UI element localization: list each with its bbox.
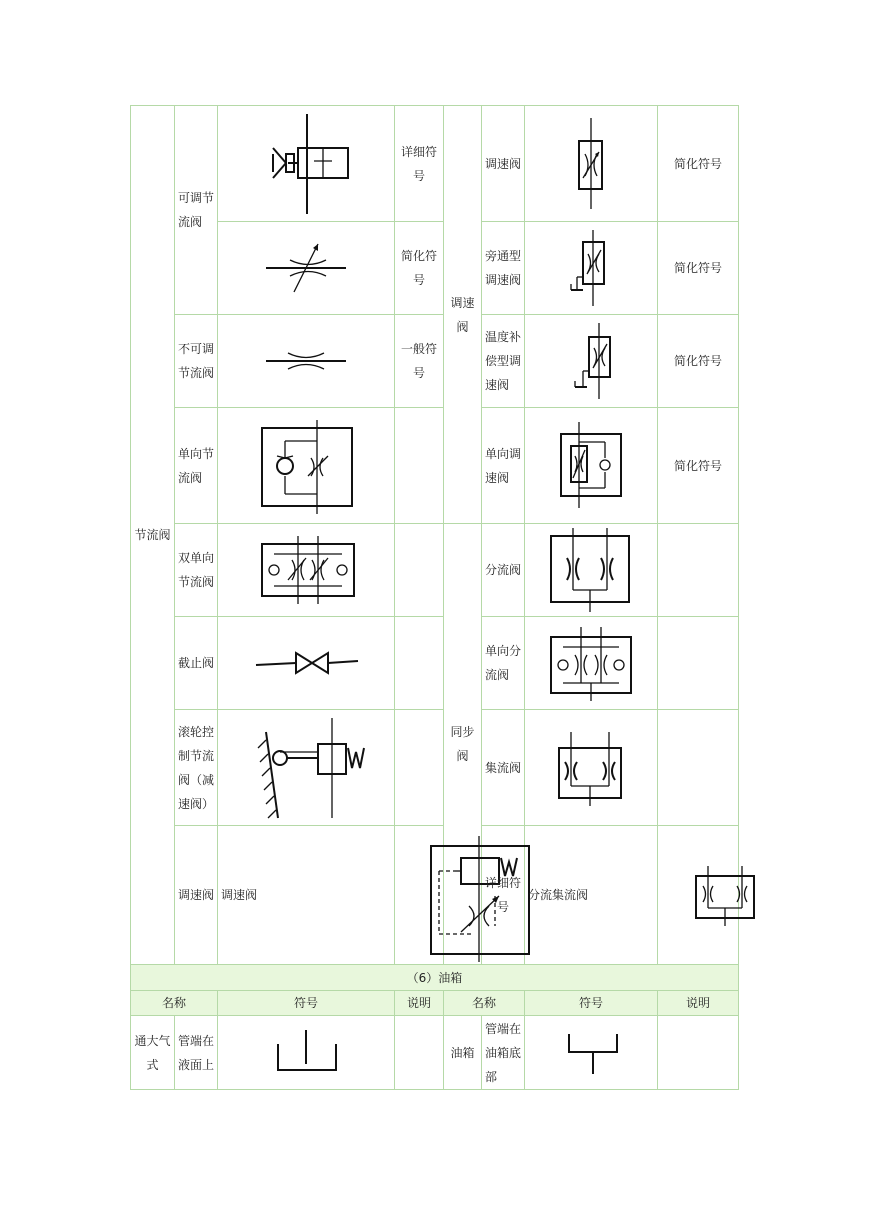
- note-cell: 简化符号: [658, 408, 739, 524]
- table-row: [131, 710, 739, 826]
- note-cell: [658, 617, 739, 710]
- name-cell: 单向调速阀: [482, 408, 525, 524]
- note-cell: 详细符号: [395, 106, 444, 222]
- name-cell: 分流集流阀: [525, 826, 658, 965]
- roller-controlled-throttle-valve-icon: [218, 710, 395, 825]
- bypass-speed-control-valve-icon: [525, 222, 658, 314]
- note-cell: [395, 408, 444, 524]
- table-row: [131, 524, 739, 617]
- table-row: [131, 617, 739, 710]
- header-name-right: 名称: [444, 991, 525, 1016]
- stop-valve-icon: [218, 617, 395, 709]
- adjustable-throttle-simplified-icon: [218, 222, 395, 314]
- name-cell: 温度补偿型调速阀: [482, 315, 525, 408]
- table-row: [131, 826, 739, 965]
- name-cell: 分流阀: [482, 524, 525, 617]
- section-row: [131, 965, 739, 991]
- one-way-flow-divider-valve-icon: [525, 617, 658, 709]
- header-name-left: 名称: [131, 991, 218, 1016]
- header-note-right: 说明: [658, 991, 739, 1016]
- symbol-cell: [658, 826, 739, 965]
- adjustable-throttle-detailed-icon: [218, 106, 395, 221]
- speed-control-valve-simplified-icon: [525, 106, 658, 221]
- note-cell: [395, 617, 444, 710]
- note-cell: [658, 1016, 739, 1090]
- header-row: [131, 991, 739, 1016]
- note-cell: [658, 524, 739, 617]
- note-cell: [395, 710, 444, 826]
- vented-tank-pipe-above-icon: [218, 1016, 395, 1089]
- name-cell: 双单向节流阀: [175, 524, 218, 617]
- group-cell: 同步阀: [444, 524, 482, 965]
- name-cell: 可调节流阀: [175, 106, 218, 315]
- name-cell: 管端在油箱底部: [482, 1016, 525, 1090]
- flow-combiner-valve-icon: [525, 710, 658, 825]
- symbol-cell: [218, 315, 395, 408]
- note-cell: [395, 524, 444, 617]
- symbol-cell: [218, 408, 395, 524]
- non-adjustable-throttle-icon: [218, 315, 395, 407]
- name-cell: 滚轮控制节流阀（减速阀）: [175, 710, 218, 826]
- note-cell: 简化符号: [658, 222, 739, 315]
- header-symbol-right: 符号: [525, 991, 658, 1016]
- symbol-cell: [525, 106, 658, 222]
- symbol-cell: [218, 106, 395, 222]
- name-cell: 截止阀: [175, 617, 218, 710]
- group-cell: 通大气式: [131, 1016, 175, 1090]
- table-row: [131, 408, 739, 524]
- hydraulic-symbol-table: [130, 105, 739, 1090]
- note-cell: [395, 1016, 444, 1090]
- name-cell: 集流阀: [482, 710, 525, 826]
- one-way-speed-control-valve-icon: [525, 408, 658, 523]
- symbol-cell: [525, 524, 658, 617]
- flow-divider-valve-icon: [525, 524, 658, 616]
- group-cell: 调速阀: [175, 826, 218, 965]
- header-symbol-left: 符号: [218, 991, 395, 1016]
- note-cell: 一般符号: [395, 315, 444, 408]
- table-row: [131, 1016, 739, 1090]
- symbol-cell: [218, 222, 395, 315]
- table-row: [131, 222, 739, 315]
- symbol-cell: [218, 1016, 395, 1090]
- tank-pipe-below-icon: [525, 1016, 658, 1089]
- symbol-cell: [525, 408, 658, 524]
- note-cell: 简化符号: [395, 222, 444, 315]
- one-way-throttle-valve-icon: [218, 408, 395, 523]
- table-row: [131, 315, 739, 408]
- group-cell: 调速阀: [444, 106, 482, 524]
- temperature-compensated-speed-control-valve-icon: [525, 315, 658, 407]
- table-row: [131, 106, 739, 222]
- name-cell: 调速阀: [218, 826, 395, 965]
- symbol-cell: [218, 617, 395, 710]
- name-cell: 单向分流阀: [482, 617, 525, 710]
- name-cell: 旁通型调速阀: [482, 222, 525, 315]
- symbol-cell: [218, 524, 395, 617]
- symbol-cell: [525, 315, 658, 408]
- note-cell: 简化符号: [658, 106, 739, 222]
- name-cell: 管端在液面上: [175, 1016, 218, 1090]
- symbol-cell: [218, 710, 395, 826]
- name-cell: 调速阀: [482, 106, 525, 222]
- section-title: （6）油箱: [131, 965, 739, 991]
- symbol-cell: [525, 222, 658, 315]
- header-note-left: 说明: [395, 991, 444, 1016]
- double-one-way-throttle-valve-icon: [218, 524, 395, 616]
- symbol-cell: [525, 617, 658, 710]
- group-cell: 节流阀: [131, 106, 175, 965]
- note-cell: [658, 710, 739, 826]
- name-cell: 不可调节流阀: [175, 315, 218, 408]
- symbol-cell: [525, 1016, 658, 1090]
- flow-divider-combiner-valve-icon: [658, 826, 791, 964]
- note-cell: 详细符号: [482, 826, 525, 965]
- name-cell: 单向节流阀: [175, 408, 218, 524]
- symbol-cell: [525, 710, 658, 826]
- symbol-cell: [395, 826, 444, 965]
- group-cell: 油箱: [444, 1016, 482, 1090]
- note-cell: 简化符号: [658, 315, 739, 408]
